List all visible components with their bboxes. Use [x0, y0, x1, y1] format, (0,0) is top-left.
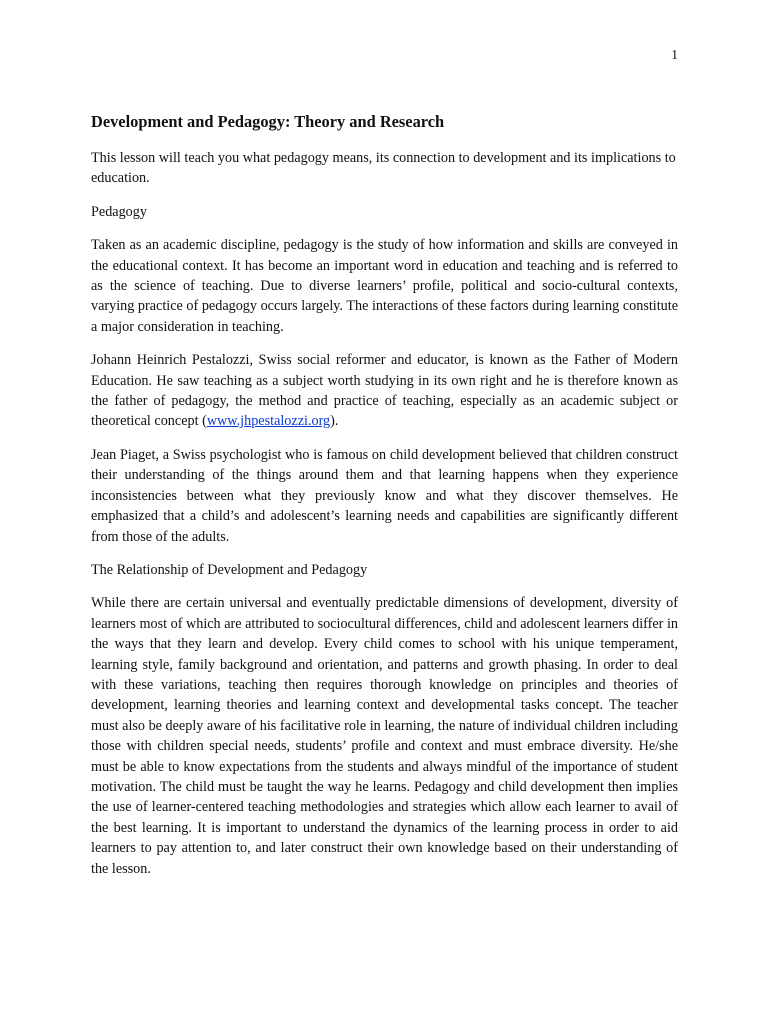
- section-heading-relationship: The Relationship of Development and Pedagogy: [91, 561, 368, 578]
- paragraph-pestalozzi: [91, 350, 678, 432]
- paragraph-pedagogy-definition: Taken as an academic discipline, pedagogy is the study of how information and skills are conveyed in the educational context. It has become an important word in education and teaching and is referred to as the science of teaching. Due to diverse learners’ profile, political and socio-cultural contexts, varying practice of pedagogy occurs largely. The interactions of these factors during learning constitute a major consideration in teaching.: [91, 237, 678, 335]
- paragraph-piaget: Jean Piaget, a Swiss psychologist who is famous on child development believed that children construct their understanding of the things around them and that learning happens when they experience inconsistencies between what they previously know and what they discover themselves. He emphasized that a child’s and adolescent’s learning needs and capabilities are significantly different from those of the adults.: [91, 446, 678, 545]
- pestalozzi-text: Johann Heinrich Pestalozzi, Swiss social reformer and educator, is known as the Father of Modern Education. He saw teaching as a subject worth studying in its own right and he is therefore known as the father of pedagogy, the method and practice of teaching, especially as an academic subject or theoretical concept (: [91, 352, 678, 430]
- intro-paragraph: This lesson will teach you what pedagogy means, its connection to development and its implications to education.: [91, 150, 676, 187]
- pestalozzi-text-end: ).: [330, 413, 339, 430]
- pestalozzi-link[interactable]: www.jhpestalozzi.org: [206, 413, 331, 430]
- document-body: [91, 112, 678, 892]
- page-number: 1: [671, 47, 678, 62]
- section-heading-pedagogy: Pedagogy: [91, 203, 147, 220]
- document-title: Development and Pedagogy: Theory and Research: [91, 112, 445, 131]
- paragraph-relationship: While there are certain universal and eventually predictable dimensions of development, diversity of learners most of which are attributed to sociocultural differences, child and adolescent learners differ in the ways that they learn and develop. Every child comes to school with his unique temperament, learning style, family background and orientation, and patterns and growth phasing. In order to deal with these variations, teaching then requires thorough knowledge on principles and theories of development, learning theories and learning context and developmental tasks concept. The teacher must also be deeply aware of his facilitative role in learning, the nature of individual children including those with children special needs, students’ profile and context and must embrace diversity. He/she must be able to know expectations from the students and always mindful of the importance of student motivation. The child must be taught the way he learns. Pedagogy and child development then implies the use of learner-centered teaching methodologies and strategies which allow each learner to avail of the best learning. It is important to understand the dynamics of the learning process in order to aid learners to pay attention to, and later construct their own knowledge based on their understanding of the lesson.: [91, 595, 678, 877]
